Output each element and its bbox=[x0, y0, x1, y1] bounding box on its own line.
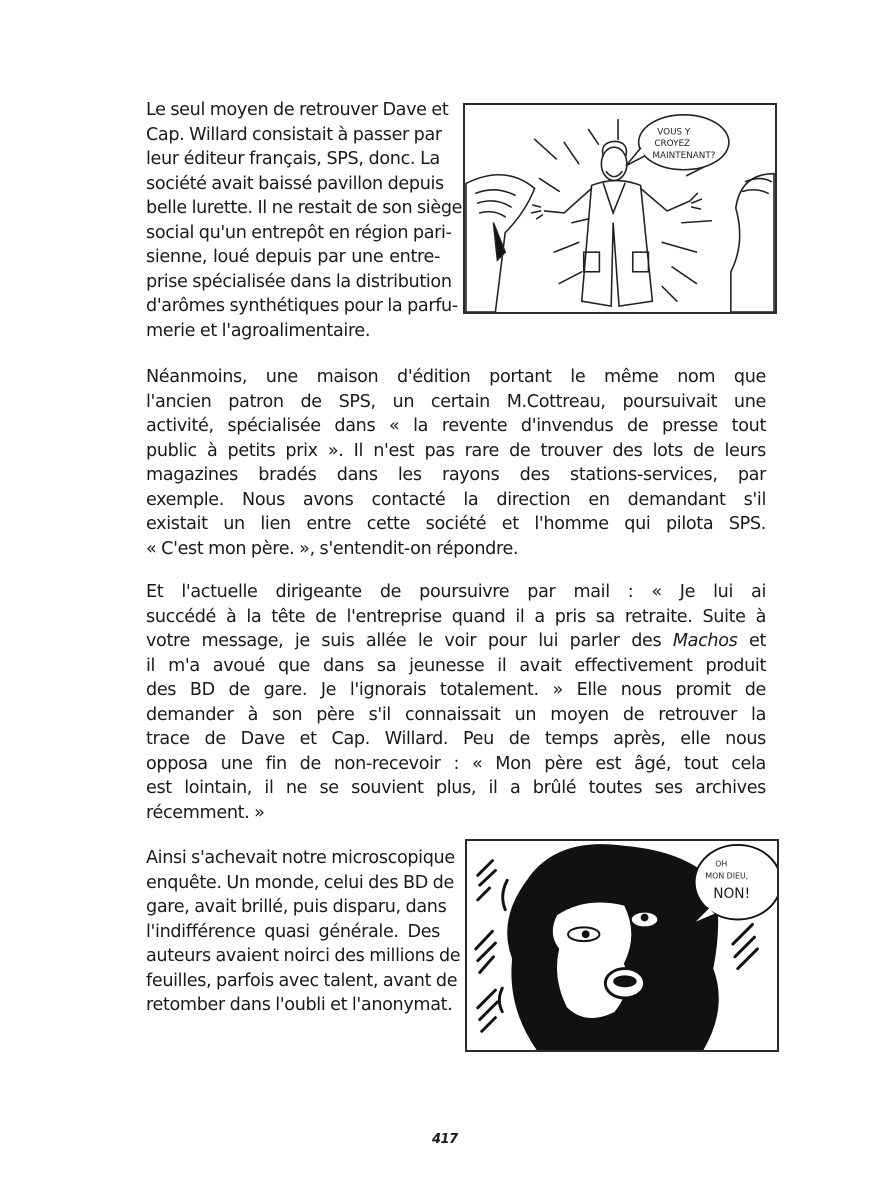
text-line: retomber dans l'oubli et l'anonymat. bbox=[146, 995, 453, 1015]
text-line: belle lurette. Il ne restait de son siège bbox=[146, 198, 463, 218]
paragraph-2 bbox=[146, 365, 766, 561]
text-line: il m'a avoué que dans sa jeunesse il avait effectivement produit bbox=[146, 655, 766, 676]
paragraph-1 bbox=[146, 98, 463, 343]
text-line-with-italic bbox=[146, 629, 766, 654]
text-line: Ainsi s'achevait notre microscopique bbox=[146, 848, 455, 868]
text-line: Le seul moyen de retrouver Dave et bbox=[146, 100, 449, 120]
text-line: exemple. Nous avons contacté la direction en demandant s'il bbox=[146, 489, 766, 510]
text-line: gare, avait brillé, puis disparu, dans bbox=[146, 897, 447, 917]
text-line: prise spécialisée dans la distribution bbox=[146, 271, 452, 292]
text-line: société avait baissé pavillon depuis bbox=[146, 173, 444, 194]
text-line: « C'est mon père. », s'entendit-on répondre. bbox=[146, 538, 519, 559]
text-line: leur éditeur français, SPS, donc. La bbox=[146, 149, 440, 169]
bubble-line: OH bbox=[715, 859, 728, 869]
text-line: public à petits prix ». Il n'est pas rare de trouver des lots de leurs bbox=[146, 440, 766, 461]
text-line: Néanmoins, une maison d'édition portant le même nom que bbox=[146, 367, 766, 387]
text-fragment: et bbox=[737, 631, 766, 651]
text-line: trace de Dave et Cap. Willard. Peu de temps après, elle nous bbox=[146, 729, 766, 749]
text-line: existait un lien entre cette société et l'homme qui pilota SPS. bbox=[146, 514, 766, 534]
text-line: l'ancien patron de SPS, un certain M.Cottreau, poursuivait une bbox=[146, 391, 766, 412]
italic-title: Machos bbox=[672, 631, 738, 651]
bubble-line: CROYEZ bbox=[654, 139, 691, 150]
text-line: activité, spécialisée dans « la revente d'invendus de presse tout bbox=[146, 416, 766, 436]
shocked-woman-illustration bbox=[467, 841, 777, 1050]
bubble-line: VOUS Y bbox=[657, 127, 691, 138]
text-line: récemment. » bbox=[146, 802, 265, 823]
text-line: demander à son père s'il connaissait un moyen de retrouver la bbox=[146, 704, 766, 725]
text-fragment: votre message, je suis allée le voir pour lui parler des bbox=[146, 631, 673, 651]
paragraph-3 bbox=[146, 580, 766, 825]
paragraph-4 bbox=[146, 846, 461, 1018]
text-line: feuilles, parfois avec talent, avant de bbox=[146, 970, 458, 991]
text-line: opposa une fin de non-recevoir : « Mon père est âgé, tout cela bbox=[146, 753, 766, 774]
text-line: des BD de gare. Je l'ignorais totalement. » Elle nous promit de bbox=[146, 680, 766, 700]
text-line: Et l'actuelle dirigeante de poursuivre par mail : « Je lui ai bbox=[146, 582, 766, 602]
text-line: sienne, loué depuis par une entre- bbox=[146, 247, 440, 267]
text-line: social qu'un entrepôt en région pari- bbox=[146, 222, 452, 243]
text-line: l'indifférence quasi générale. Des bbox=[146, 921, 440, 942]
text-line: auteurs avaient noirci des millions de bbox=[146, 946, 461, 966]
bubble-line: MON DIEU, bbox=[705, 871, 749, 881]
bubble-line: NON! bbox=[713, 885, 751, 902]
text-line: enquête. Un monde, celui des BD de bbox=[146, 872, 454, 893]
scientist-illustration bbox=[465, 105, 775, 312]
text-line: succédé à la tête de l'entreprise quand il a pris sa retraite. Suite à bbox=[146, 606, 766, 627]
comic-panel-scientist bbox=[463, 103, 777, 314]
text-line: magazines bradés dans les rayons des stations-services, par bbox=[146, 465, 766, 485]
bubble-line: MAINTENANT? bbox=[652, 150, 716, 161]
page-number: 417 bbox=[432, 1132, 458, 1147]
text-line: est lointain, il ne se souvient plus, il a brûlé toutes ses archives bbox=[146, 778, 766, 798]
text-line: merie et l'agroalimentaire. bbox=[146, 320, 371, 341]
text-line: Cap. Willard consistait à passer par bbox=[146, 124, 442, 145]
text-line: d'arômes synthétiques pour la parfu- bbox=[146, 296, 458, 316]
comic-panel-shocked-woman bbox=[465, 839, 779, 1052]
